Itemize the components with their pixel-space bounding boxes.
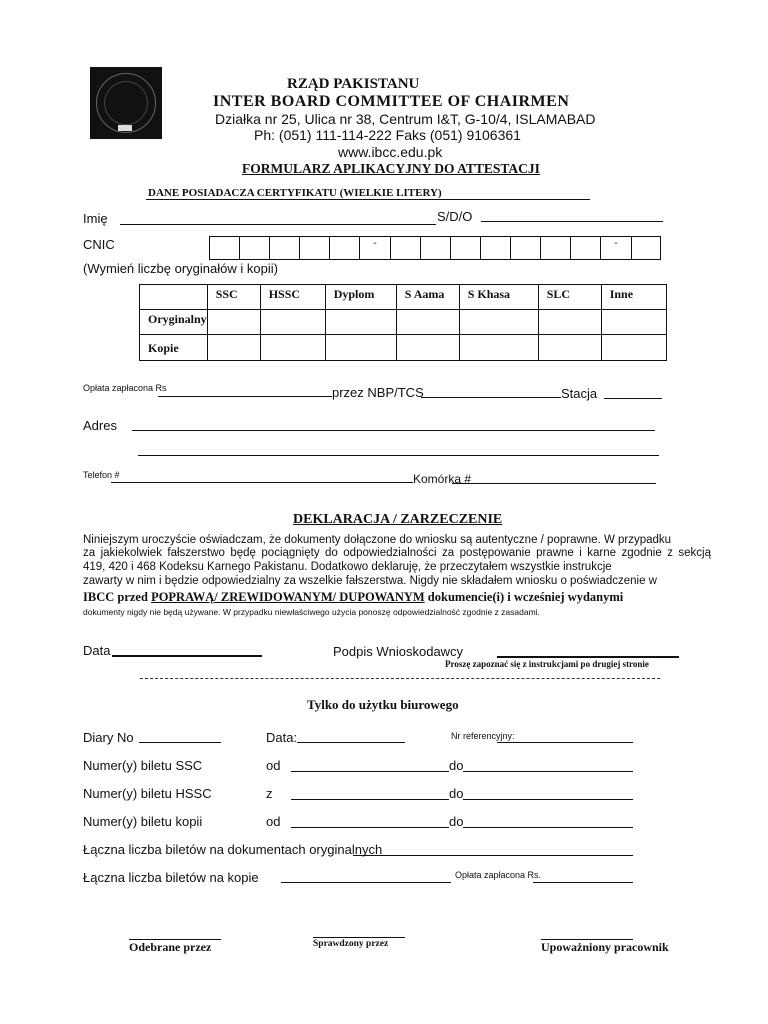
column-header: Dyplom [325,285,396,310]
cnic-box[interactable] [632,237,660,259]
signature-label: Podpis Wnioskodawcy [333,644,464,659]
copy-from-label: od [266,814,281,829]
cnic-box[interactable] [451,237,481,259]
hssc-ticket-label: Numer(y) biletu HSSC [83,786,212,801]
cnic-box[interactable] [210,237,240,259]
cnic-box[interactable] [541,237,571,259]
count-cell[interactable] [459,335,538,361]
office-fee-label: Opłata zapłacona Rs. [455,870,542,880]
count-cell[interactable] [601,335,666,361]
cnic-box[interactable] [391,237,421,259]
hssc-from-field[interactable] [291,799,449,800]
count-cell[interactable] [396,335,459,361]
cnic-box[interactable] [240,237,270,259]
total-copy-field[interactable] [281,882,451,883]
total-copy-label: Łączna liczba biletów na kopie [83,870,259,885]
address-field-1[interactable] [132,430,655,431]
ssc-to-label: do [449,758,464,773]
declaration-doc-types: POPRAWĄ/ ZREWIDOWANYM/ DUPOWANYM [151,590,425,604]
diary-label: Diary No [83,730,134,745]
table-corner-cell [140,285,208,310]
address-field-2[interactable] [138,455,659,456]
cnic-box[interactable] [421,237,451,259]
cnic-box[interactable] [270,237,300,259]
cnic-block-3[interactable] [631,236,661,260]
header-country: RZĄD PAKISTANU [287,76,420,92]
total-orig-field[interactable] [353,855,633,856]
row-header: Oryginalny [140,310,208,335]
total-orig-label: Łączna liczba biletów na dokumentach oryginalnych [83,842,383,857]
hssc-to-label: do [449,786,464,801]
cnic-label: CNIC [83,237,115,252]
holder-section-title: DANE POSIADACZA CERTYFIKATU (WIELKIE LITERY) [148,187,442,199]
count-cell[interactable] [325,335,396,361]
seal-inner-ring [104,81,148,125]
station-field[interactable] [604,398,662,399]
declaration-ibcc-before: IBCC przed [83,590,148,604]
copy-to-field[interactable] [463,827,633,828]
checked-by-label: Sprawdzony przez [313,939,389,949]
office-date-field[interactable] [297,742,405,743]
ref-field[interactable] [497,742,633,743]
column-header: S Khasa [459,285,538,310]
mobile-label: Komórka # [413,472,472,486]
checked-by-line[interactable] [313,937,405,938]
count-cell[interactable] [207,310,260,335]
count-cell[interactable] [207,335,260,361]
cnic-block-2[interactable] [390,236,632,260]
header-website: www.ibcc.edu.pk [338,144,443,160]
count-cell[interactable] [260,310,325,335]
received-by-label: Odebrane przez [129,940,212,954]
diary-field[interactable] [139,742,221,743]
name-label: Imię [83,211,108,226]
section-divider [140,678,660,679]
name-field[interactable] [120,224,436,225]
office-fee-field[interactable] [533,882,633,883]
declaration-line-1: Niniejszym uroczyście oświadczam, że dokumenty dołączone do wniosku są autentyczne / poprawne. W przypadku [83,534,672,546]
phone-field[interactable] [111,482,413,483]
office-title: Tylko do użytku biurowego [307,697,459,712]
via-field[interactable] [421,397,561,398]
copy-to-label: do [449,814,464,829]
document-counts-table [139,284,667,361]
copy-ticket-label: Numer(y) biletu kopii [83,814,203,829]
count-cell[interactable] [459,310,538,335]
sdo-label: S/D/O [437,209,473,224]
copy-from-field[interactable] [291,827,449,828]
ssc-from-field[interactable] [291,771,449,772]
cnic-box[interactable] [481,237,511,259]
declaration-line-6: dokumenty nigdy nie będą używane. W przypadku niewłaściwego użycia ponoszę odpowiedzialność zgodnie z zasadami. [83,607,540,617]
holder-title-underline [146,199,590,200]
instruction-note: Proszę zapoznać się z instrukcjami po drugiej stronie [445,659,649,669]
via-label: przez NBP/TCS [332,385,424,400]
table-row [140,335,667,361]
hssc-from-label: z [266,786,273,801]
count-cell[interactable] [325,310,396,335]
column-header: S Aama [396,285,459,310]
ssc-from-label: od [266,758,281,773]
declaration-line-5 [83,590,683,605]
phone-label: Telefon # [83,470,120,480]
cnic-box[interactable] [330,237,360,259]
count-hint: (Wymień liczbę oryginałów i kopii) [83,261,278,276]
seal-tag [118,125,132,131]
column-header: SLC [538,285,601,310]
ibcc-seal-logo [90,67,162,139]
header-phone: Ph: (051) 111-114-222 Faks (051) 9106361 [254,127,521,143]
table-row [140,310,667,335]
signature-field[interactable] [497,656,679,658]
cnic-box[interactable] [511,237,541,259]
office-date-label: Data: [266,730,298,745]
authorized-label: Upoważniony pracownik [541,940,669,954]
count-cell[interactable] [601,310,666,335]
cnic-box[interactable] [571,237,601,259]
mobile-field[interactable] [452,483,656,484]
header-address: Działka nr 25, Ulica nr 38, Centrum I&T, G-10/4, ISLAMABAD [215,111,596,127]
form-title: FORMULARZ APLIKACYJNY DO ATTESTACJI [242,161,540,176]
cnic-block-1[interactable] [209,236,391,260]
ssc-ticket-label: Numer(y) biletu SSC [83,758,203,773]
declaration-line-2: za jakiekolwiek fałszerstwo będę pociągnięty do odpowiedzialności za postępowanie prawne i karne zgodnie z sekcją [83,547,711,559]
column-header: HSSC [260,285,325,310]
declaration-issued: dokumencie(i) i wcześniej wydanymi [427,590,624,604]
declaration-title: DEKLARACJA / ZARZECZENIE [293,512,503,527]
row-header: Kopie [140,335,208,361]
fee-field[interactable] [158,396,332,397]
hssc-to-field[interactable] [463,799,633,800]
declaration-date-field[interactable] [112,655,262,657]
header-org-name: INTER BOARD COMMITTEE OF CHAIRMEN [213,93,570,110]
column-header: SSC [207,285,260,310]
table-header-row [140,285,667,310]
count-cell[interactable] [396,310,459,335]
fee-label: Opłata zapłacona Rs [83,383,167,393]
count-cell[interactable] [538,335,601,361]
ssc-to-field[interactable] [463,771,633,772]
declaration-line-4: zawarty w nim i będzie odpowiedzialny za wszelkie fałszerstwa. Nigdy nie składałem wniosku o poświadczenie w [83,575,657,587]
column-header: Inne [601,285,666,310]
cnic-box[interactable] [300,237,330,259]
declaration-date-label: Data [83,643,111,658]
ref-label: Nr referencyjny: [451,731,515,741]
count-cell[interactable] [260,335,325,361]
station-label: Stacja [561,386,598,401]
count-cell[interactable] [538,310,601,335]
sdo-field[interactable] [481,221,663,222]
cnic-separator: - [614,238,618,249]
cnic-separator: - [373,238,377,249]
declaration-line-3: 419, 420 i 468 Kodeksu Karnego Pakistanu. Dodatkowo deklaruję, że przeczytałem wszystkie instrukcje [83,561,612,573]
address-label: Adres [83,418,117,433]
